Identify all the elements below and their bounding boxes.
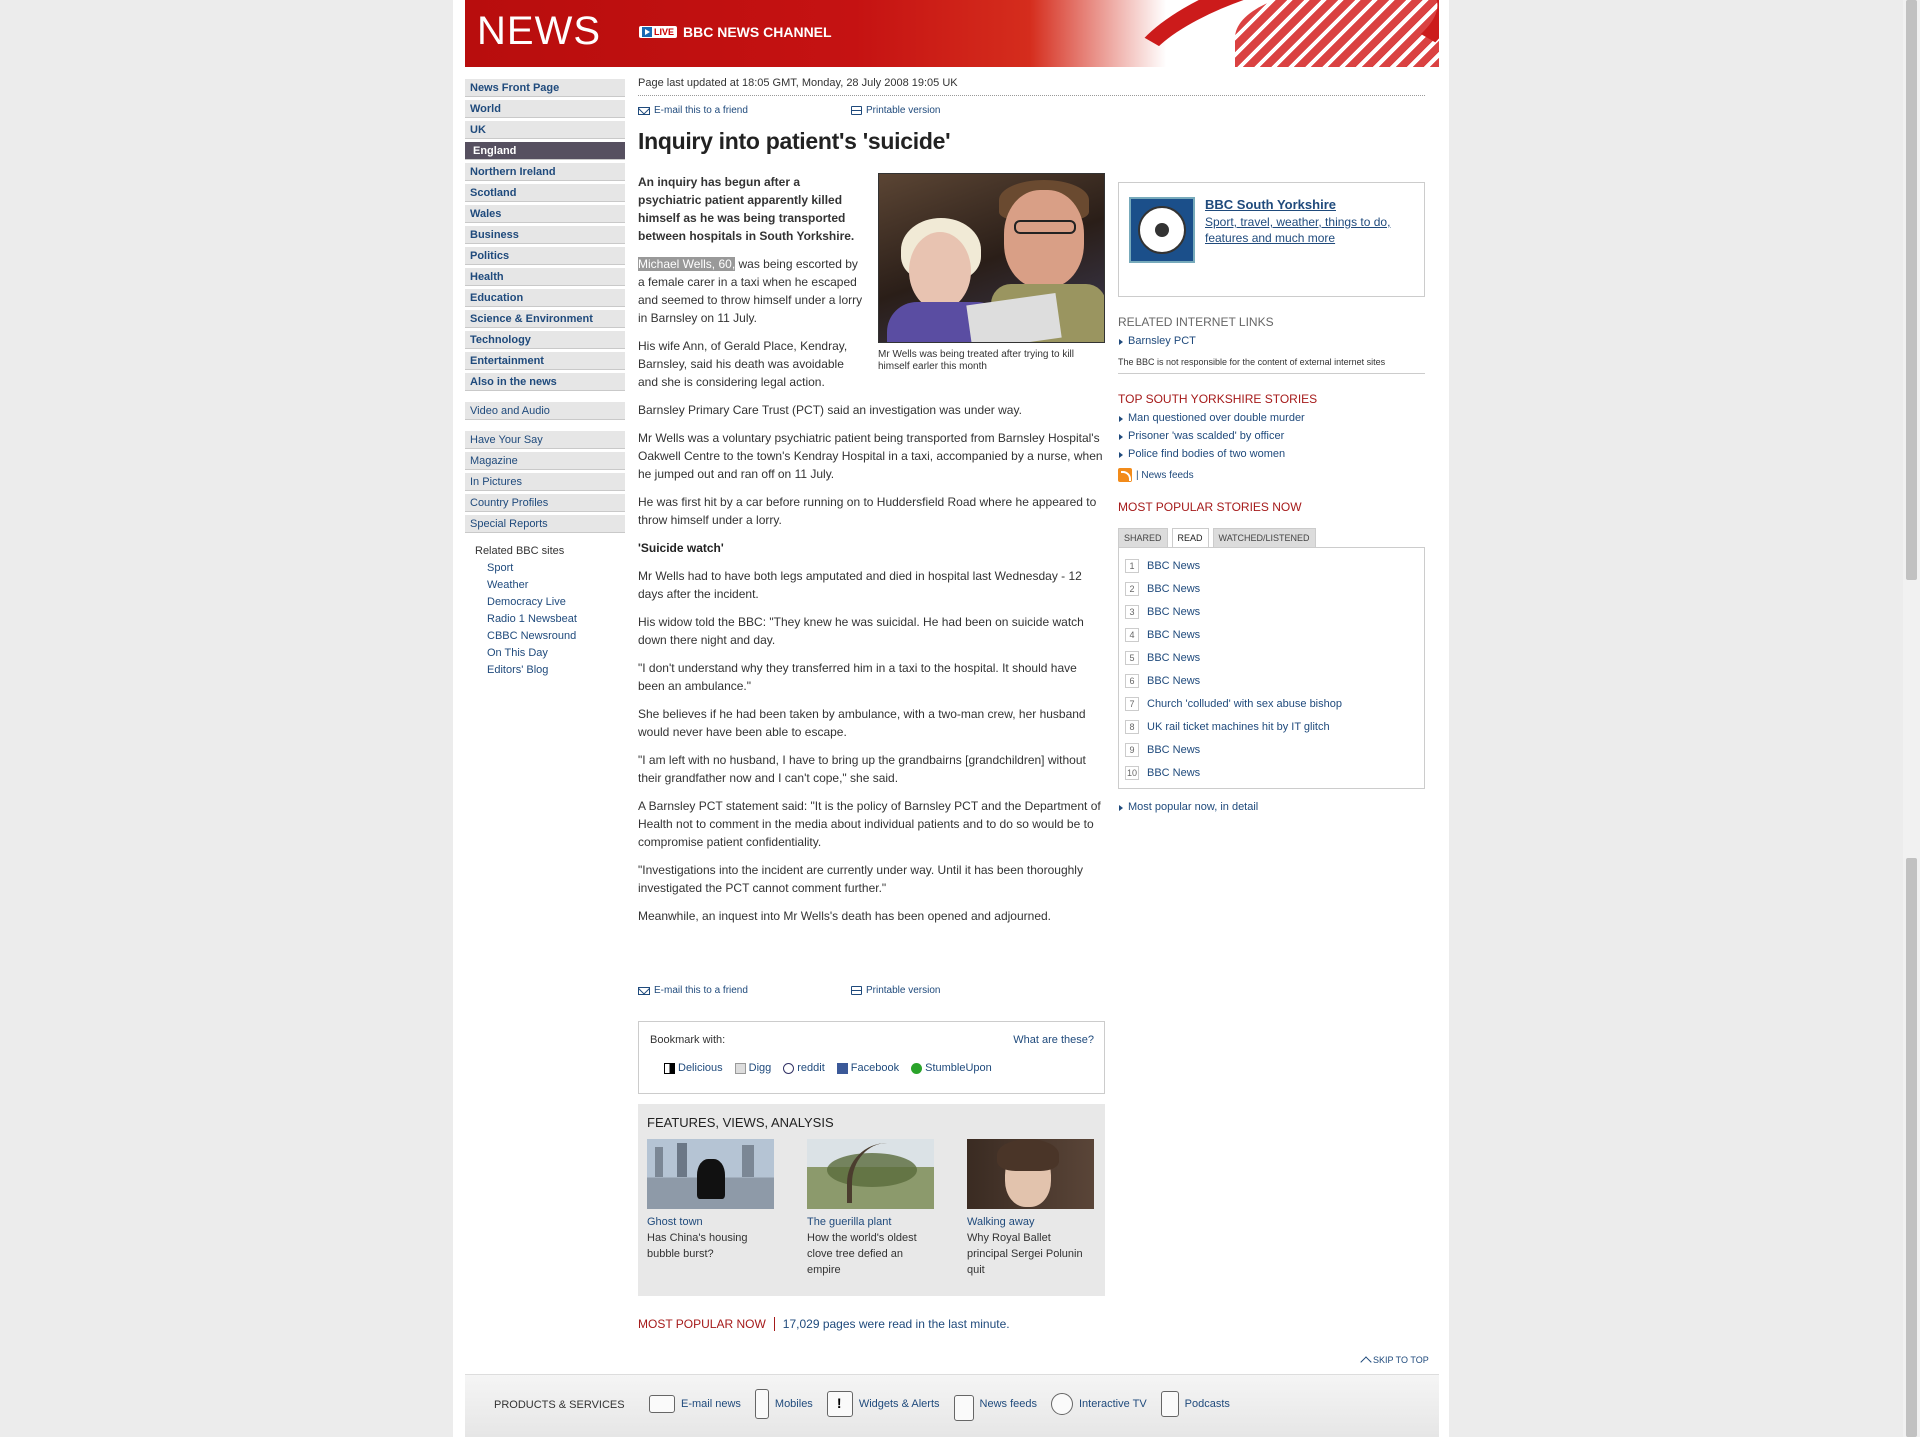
printable-version-link[interactable] <box>851 105 1064 116</box>
live-badge <box>639 26 677 38</box>
mobiles-label: Mobiles <box>774 1398 813 1410</box>
left-navigation <box>465 79 625 681</box>
feature-image[interactable] <box>647 1139 774 1209</box>
story-paragraph: "Investigations into the incident are currently under way. Until it has been thoroughly investigated the PCT cannot comment further." <box>638 863 1083 895</box>
podcasts-link[interactable] <box>1161 1391 1230 1417</box>
products-services-footer <box>465 1374 1439 1437</box>
tab-read[interactable]: READ <box>1172 528 1209 547</box>
popular-story-link[interactable]: BBC News <box>1147 628 1201 641</box>
tab-watched-listened[interactable]: WATCHED/LISTENED <box>1213 528 1316 547</box>
most-popular-list <box>1118 547 1425 789</box>
rank-number: 2 <box>1125 582 1139 596</box>
feature-item <box>967 1139 1094 1278</box>
story-paragraph <box>638 255 866 327</box>
external-disclaimer: The BBC is not responsible for the content of external internet sites <box>1118 357 1425 374</box>
facebook-link[interactable] <box>837 1062 899 1074</box>
rank-number: 1 <box>1125 559 1139 573</box>
selected-text: Michael Wells, 60, <box>638 257 736 271</box>
article-header <box>638 77 1104 155</box>
interactive-tv-link[interactable] <box>1051 1393 1147 1415</box>
stumbleupon-link[interactable] <box>911 1062 992 1074</box>
list-item <box>1125 715 1418 738</box>
rank-number: 7 <box>1125 697 1139 711</box>
email-friend-link-bottom[interactable] <box>638 985 851 996</box>
facebook-label: Facebook <box>850 1062 900 1074</box>
printable-version-label: Printable version <box>866 105 941 116</box>
photo-caption: Mr Wells was being treated after trying to kill himself earler this month <box>878 349 1075 372</box>
nav-spacer <box>465 423 625 431</box>
nav-secondary-item[interactable]: Special Reports <box>465 515 625 533</box>
nav-item[interactable]: Politics <box>465 247 625 265</box>
bookmark-label: Bookmark with: <box>650 1034 726 1046</box>
list-item <box>1125 600 1418 623</box>
related-site-link[interactable]: CBBC Newsround <box>487 630 577 642</box>
delicious-label: Delicious <box>678 1062 723 1074</box>
products-services-heading: PRODUCTS & SERVICES <box>494 1399 625 1411</box>
widgets-alerts-link[interactable] <box>827 1391 940 1417</box>
site-banner <box>465 0 1439 67</box>
related-site-link[interactable]: Sport <box>487 562 514 574</box>
popular-story-link[interactable]: UK rail ticket machines hit by IT glitch <box>1147 720 1330 733</box>
nav-item[interactable]: World <box>465 100 625 118</box>
top-story-link[interactable]: Prisoner 'was scalded' by officer <box>1118 430 1425 442</box>
banner-swoosh <box>1108 0 1439 67</box>
story-paragraph: He was first hit by a car before running on to Huddersfield Road where he appeared to throw himself under a lorry. <box>638 495 1097 527</box>
printer-icon <box>851 106 862 115</box>
rank-number: 5 <box>1125 651 1139 665</box>
popular-story-link[interactable]: Church 'colluded' with sex abuse bishop <box>1147 697 1342 710</box>
popular-story-link[interactable]: BBC News <box>1147 651 1201 664</box>
features-heading: FEATURES, VIEWS, ANALYSIS <box>647 1115 834 1130</box>
delicious-icon <box>664 1063 675 1074</box>
crosshead: 'Suicide watch' <box>638 541 724 555</box>
what-are-these-link[interactable]: What are these? <box>1013 1034 1094 1046</box>
printer-icon <box>851 986 862 995</box>
facebook-icon <box>837 1063 848 1074</box>
top-stories-heading: TOP SOUTH YORKSHIRE STORIES <box>1118 392 1318 406</box>
related-site-link[interactable]: On This Day <box>487 647 548 659</box>
popular-story-link[interactable]: BBC News <box>1147 674 1201 687</box>
envelope-icon <box>638 987 650 995</box>
most-popular-heading: MOST POPULAR STORIES NOW <box>1118 500 1302 514</box>
divider <box>774 1317 775 1331</box>
printable-version-label: Printable version <box>866 985 941 996</box>
email-friend-label: E-mail this to a friend <box>654 985 748 996</box>
nav-item[interactable]: News Front Page <box>465 79 625 97</box>
rank-number: 8 <box>1125 720 1139 734</box>
related-links-heading: RELATED INTERNET LINKS <box>1118 315 1274 329</box>
channel-name: BBC NEWS CHANNEL <box>683 24 832 40</box>
stumbleupon-label: StumbleUpon <box>925 1062 992 1074</box>
envelope-icon <box>638 107 650 115</box>
delicious-link[interactable] <box>664 1062 723 1074</box>
email-friend-label: E-mail this to a friend <box>654 105 748 116</box>
feature-item <box>807 1139 934 1278</box>
feature-image[interactable] <box>967 1139 1094 1209</box>
headline: Inquiry into patient's 'suicide' <box>638 128 951 154</box>
nav-secondary-item[interactable]: Country Profiles <box>465 494 625 512</box>
list-item <box>1125 554 1418 577</box>
footer-items <box>649 1387 1230 1421</box>
top-story-link[interactable]: Man questioned over double murder <box>1118 412 1425 424</box>
mobile-phone-icon <box>755 1389 769 1419</box>
list-item <box>1125 761 1418 784</box>
features-list <box>647 1139 1096 1278</box>
nav-item[interactable]: Education <box>465 289 625 307</box>
promo-description-link[interactable]: Sport, travel, weather, things to do, features and much more <box>1205 215 1391 245</box>
story-photo <box>878 173 1105 373</box>
feature-description: How the world's oldest clove tree defied an empire <box>807 1232 917 1276</box>
article-tools-bottom <box>638 985 1064 996</box>
nav-item-active[interactable]: England <box>465 142 625 160</box>
scrollbar-thumb[interactable] <box>1906 0 1917 580</box>
rank-number: 6 <box>1125 674 1139 688</box>
news-feeds-label: | News feeds <box>1136 469 1194 481</box>
digg-icon <box>735 1063 746 1074</box>
play-icon <box>642 27 652 37</box>
nav-secondary-item[interactable]: Magazine <box>465 452 625 470</box>
live-label: LIVE <box>654 27 675 37</box>
local-promo <box>1118 182 1425 297</box>
live-channel-link[interactable] <box>639 24 832 40</box>
list-item <box>1125 669 1418 692</box>
yorkshire-rose-icon[interactable] <box>1129 197 1195 263</box>
nav-item[interactable]: Northern Ireland <box>465 163 625 181</box>
article-tools <box>638 105 1104 116</box>
skip-to-top-link[interactable] <box>1362 1354 1429 1366</box>
bookmark-services <box>650 1062 1093 1074</box>
list-item <box>1125 623 1418 646</box>
story-paragraph: She believes if he had been taken by ambulance, with a two-man crew, her husband would never have been able to escape. <box>638 707 1086 739</box>
nav-secondary-item[interactable]: In Pictures <box>465 473 625 491</box>
story-paragraph: His widow told the BBC: "They knew he was suicidal. He had been on suicide watch down there night and day. <box>638 615 1084 647</box>
story-paragraph: Meanwhile, an inquest into Mr Wells's death has been opened and adjourned. <box>638 909 1052 923</box>
chevron-up-icon <box>1360 1356 1371 1367</box>
popular-story-link[interactable]: BBC News <box>1147 766 1201 779</box>
top-story-link[interactable]: Police find bodies of two women <box>1118 448 1425 460</box>
nav-video-audio[interactable]: Video and Audio <box>465 402 625 420</box>
story-paragraph: A Barnsley PCT statement said: "It is the policy of Barnsley PCT and the Department of Health not to comment in the media about individual patients and to do so would be to compromise patient confidentiality. <box>638 799 1101 849</box>
feature-title-link[interactable]: Walking away <box>967 1216 1035 1228</box>
feature-title-link[interactable]: The guerilla plant <box>807 1216 892 1228</box>
bookmark-panel <box>638 1021 1105 1094</box>
widgets-alerts-label: Widgets & Alerts <box>858 1398 940 1410</box>
features-panel <box>638 1104 1105 1296</box>
list-item <box>1125 692 1418 715</box>
last-updated: Page last updated at 18:05 GMT, Monday, 28 July 2008 19:05 UK <box>638 77 1425 96</box>
story-paragraph: "I don't understand why they transferred him in a taxi to the hospital. It should have been an ambulance." <box>638 661 1077 693</box>
related-bbc-sites <box>465 545 625 676</box>
feature-title-link[interactable]: Ghost town <box>647 1216 703 1228</box>
stumbleupon-icon <box>911 1063 922 1074</box>
digg-link[interactable] <box>735 1062 772 1074</box>
email-news-label: E-mail news <box>681 1398 741 1410</box>
rss-icon <box>954 1395 974 1421</box>
related-sites-heading: Related BBC sites <box>475 545 565 557</box>
story-paragraph: Barnsley Primary Care Trust (PCT) said an investigation was under way. <box>638 403 1022 417</box>
reddit-label: reddit <box>797 1062 825 1074</box>
scrollbar[interactable] <box>1903 0 1920 1437</box>
feature-item <box>647 1139 774 1278</box>
rss-icon <box>1118 468 1132 482</box>
nav-item[interactable]: Business <box>465 226 625 244</box>
envelope-icon <box>649 1395 675 1413</box>
nav-item[interactable]: Wales <box>465 205 625 223</box>
story-paragraph: Mr Wells had to have both legs amputated and died in hospital last Wednesday - 12 days after the incident. <box>638 569 1082 601</box>
email-friend-link[interactable] <box>638 105 851 116</box>
story-paragraph: His wife Ann, of Gerald Place, Kendray, Barnsley, said his death was avoidable and she is considering legal action. <box>638 339 848 389</box>
news-feeds-label: News feeds <box>979 1398 1037 1410</box>
related-site-link[interactable]: Weather <box>487 579 529 591</box>
popular-story-link[interactable]: BBC News <box>1147 743 1201 756</box>
most-popular-now-link[interactable]: MOST POPULAR NOW <box>638 1317 766 1331</box>
skip-to-top-label: SKIP TO TOP <box>1373 1355 1429 1365</box>
promo-title-link[interactable]: BBC South Yorkshire <box>1205 197 1336 212</box>
list-item <box>1125 646 1418 669</box>
right-column <box>1118 182 1425 813</box>
popular-story-link[interactable]: BBC News <box>1147 605 1201 618</box>
scrollbar-track-lower[interactable] <box>1906 858 1917 1437</box>
email-news-link[interactable] <box>649 1395 741 1413</box>
story-paragraph: Mr Wells was a voluntary psychiatric patient being transported from Barnsley Hospital's Oakwell Centre to the town's Kendray Hospital in a taxi, accompanied by a nurse, when he jumped out and ran off on 11 July. <box>638 431 1103 481</box>
rank-number: 10 <box>1126 767 1137 778</box>
nav-item[interactable]: UK <box>465 121 625 139</box>
tv-icon <box>1051 1393 1073 1415</box>
nav-item[interactable]: Also in the news <box>465 373 625 391</box>
mobiles-link[interactable] <box>755 1389 813 1419</box>
most-popular-bar <box>638 1317 1010 1331</box>
news-feeds-link[interactable] <box>1118 468 1425 482</box>
list-item <box>1125 738 1418 761</box>
popular-story-link[interactable]: BBC News <box>1147 559 1201 572</box>
rank-number: 4 <box>1125 628 1139 642</box>
podcasts-label: Podcasts <box>1184 1398 1230 1410</box>
digg-label: Digg <box>748 1062 772 1074</box>
story-text: was being escorted by a female carer in a taxi when he escaped and seemed to throw himself under a lorry in Barnsley on 11 July. <box>638 257 863 325</box>
rank-number: 3 <box>1125 605 1139 619</box>
nav-item[interactable]: Science & Environment <box>465 310 625 328</box>
nav-item[interactable]: Scotland <box>465 184 625 202</box>
related-site-link[interactable]: Radio 1 Newsbeat <box>487 613 577 625</box>
rank-number: 9 <box>1125 743 1139 757</box>
popular-story-link[interactable]: BBC News <box>1147 582 1201 595</box>
interactive-tv-label: Interactive TV <box>1079 1398 1147 1410</box>
related-link[interactable]: Barnsley PCT <box>1118 335 1425 347</box>
related-site-link[interactable]: Democracy Live <box>487 596 566 608</box>
nav-item[interactable]: Entertainment <box>465 352 625 370</box>
feature-description: Has China's housing bubble burst? <box>647 1232 748 1260</box>
nav-item[interactable]: Technology <box>465 331 625 349</box>
reddit-link[interactable] <box>783 1062 825 1074</box>
story-intro: An inquiry has begun after a psychiatric patient apparently killed himself as he was being transported between hospitals in South Yorkshire. <box>638 175 855 243</box>
nav-item[interactable]: Health <box>465 268 625 286</box>
related-site-link[interactable]: Editors' Blog <box>487 664 549 676</box>
nav-secondary-item[interactable]: Have Your Say <box>465 431 625 449</box>
pages-read-count[interactable]: 17,029 pages were read in the last minute. <box>782 1317 1010 1331</box>
tab-shared[interactable]: SHARED <box>1118 528 1168 547</box>
most-popular-detail-link[interactable]: Most popular now, in detail <box>1118 801 1425 813</box>
news-logo[interactable]: NEWS <box>477 9 601 53</box>
feature-description: Why Royal Ballet principal Sergei Polunin quit <box>967 1232 1083 1276</box>
photo-image <box>878 173 1105 343</box>
nav-spacer <box>465 394 625 402</box>
most-popular-tabs <box>1118 528 1425 547</box>
podcast-icon <box>1161 1391 1179 1417</box>
printable-version-link-bottom[interactable] <box>851 985 1064 996</box>
story-paragraph: "I am left with no husband, I have to bring up the grandbairns [grandchildren] without their grandfather now and I can't cope," she said. <box>638 753 1086 785</box>
list-item <box>1125 577 1418 600</box>
alert-icon <box>827 1391 853 1417</box>
feature-image[interactable] <box>807 1139 934 1209</box>
reddit-icon <box>783 1063 794 1074</box>
news-feeds-footer-link[interactable] <box>954 1387 1037 1421</box>
